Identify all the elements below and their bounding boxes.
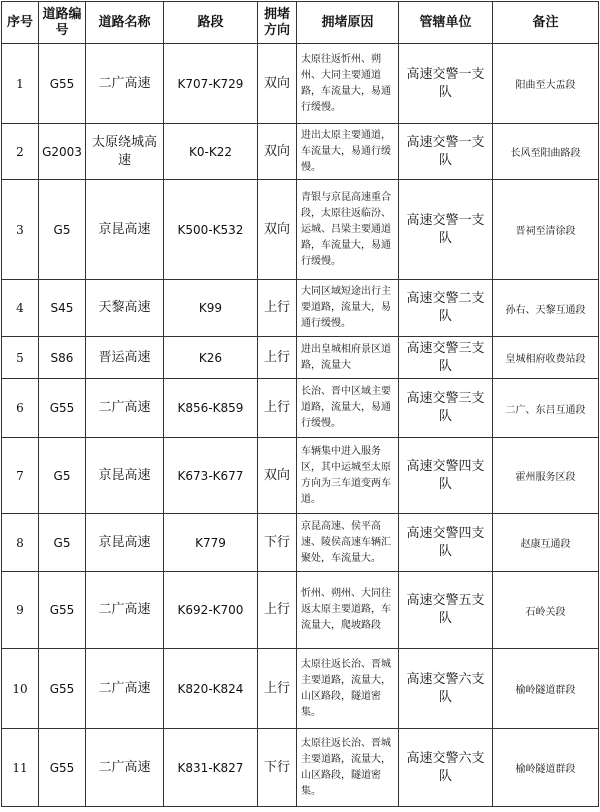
header-segment: 路段 bbox=[164, 2, 258, 44]
road-name-cell: 二广高速 bbox=[86, 729, 164, 807]
congestion-table bbox=[1, 1, 599, 807]
header-no: 序号 bbox=[2, 2, 39, 44]
row-number-cell: 11 bbox=[2, 729, 39, 807]
direction-cell: 双向 bbox=[258, 44, 297, 124]
table-row bbox=[2, 572, 599, 649]
direction-cell: 双向 bbox=[258, 438, 297, 514]
segment-cell: K500-K532 bbox=[164, 180, 258, 280]
remark-cell: 孙右、天黎互通段 bbox=[493, 280, 599, 337]
congestion-reason-cell: 大同区域短途出行主要道路，流量大，易通行缓慢。 bbox=[297, 280, 399, 337]
remark-cell: 赵康互通段 bbox=[493, 514, 599, 572]
remark-cell: 榆岭隧道群段 bbox=[493, 649, 599, 729]
header-note: 备注 bbox=[493, 2, 599, 44]
road-code-cell: G2003 bbox=[39, 124, 86, 180]
road-code-cell: G55 bbox=[39, 379, 86, 438]
congestion-reason-cell: 太原往返长治、晋城主要道路，流量大，山区路段，隧道密集。 bbox=[297, 649, 399, 729]
header-reason: 拥堵原因 bbox=[297, 2, 399, 44]
row-number-cell: 7 bbox=[2, 438, 39, 514]
header-direction: 拥堵方向 bbox=[258, 2, 297, 44]
header-row bbox=[2, 2, 599, 44]
segment-cell: K26 bbox=[164, 337, 258, 379]
congestion-reason-cell: 太原往返长治、晋城主要道路，流量大，山区路段，隧道密集。 bbox=[297, 729, 399, 807]
segment-cell: K0-K22 bbox=[164, 124, 258, 180]
road-code-cell: G55 bbox=[39, 729, 86, 807]
road-name-cell: 二广高速 bbox=[86, 44, 164, 124]
jurisdiction-unit-cell: 高速交警三支队 bbox=[399, 379, 493, 438]
congestion-reason-cell: 进出太原主要通道，车流量大，易通行缓慢。 bbox=[297, 124, 399, 180]
row-number-cell: 2 bbox=[2, 124, 39, 180]
road-code-cell: G5 bbox=[39, 180, 86, 280]
congestion-reason-cell: 忻州、朔州、大同往返太原主要道路，车流量大，爬坡路段 bbox=[297, 572, 399, 649]
road-name-cell: 天黎高速 bbox=[86, 280, 164, 337]
direction-cell: 上行 bbox=[258, 379, 297, 438]
row-number-cell: 10 bbox=[2, 649, 39, 729]
remark-cell: 皇城相府收费站段 bbox=[493, 337, 599, 379]
congestion-reason-cell: 青银与京昆高速重合段，太原往返临汾、运城、吕梁主要通道路，车流量大，易通行缓慢。 bbox=[297, 180, 399, 280]
direction-cell: 上行 bbox=[258, 572, 297, 649]
congestion-reason-cell: 京昆高速、侯平高速、陵侯高速车辆汇聚处，车流量大。 bbox=[297, 514, 399, 572]
jurisdiction-unit-cell: 高速交警五支队 bbox=[399, 572, 493, 649]
remark-cell: 榆岭隧道群段 bbox=[493, 729, 599, 807]
remark-cell: 晋祠至清徐段 bbox=[493, 180, 599, 280]
segment-cell: K820-K824 bbox=[164, 649, 258, 729]
row-number-cell: 9 bbox=[2, 572, 39, 649]
segment-cell: K856-K859 bbox=[164, 379, 258, 438]
segment-cell: K692-K700 bbox=[164, 572, 258, 649]
header-road-name: 道路名称 bbox=[86, 2, 164, 44]
road-code-cell: G5 bbox=[39, 514, 86, 572]
direction-cell: 下行 bbox=[258, 729, 297, 807]
road-code-cell: S86 bbox=[39, 337, 86, 379]
table-body bbox=[2, 44, 599, 807]
segment-cell: K99 bbox=[164, 280, 258, 337]
segment-cell: K673-K677 bbox=[164, 438, 258, 514]
remark-cell: 阳曲至大盂段 bbox=[493, 44, 599, 124]
direction-cell: 下行 bbox=[258, 514, 297, 572]
road-name-cell: 太原绕城高速 bbox=[86, 124, 164, 180]
congestion-reason-cell: 太原往返忻州、朔州、大同主要通道路，车流量大，易通行缓慢。 bbox=[297, 44, 399, 124]
row-number-cell: 4 bbox=[2, 280, 39, 337]
road-code-cell: S45 bbox=[39, 280, 86, 337]
road-code-cell: G55 bbox=[39, 649, 86, 729]
jurisdiction-unit-cell: 高速交警六支队 bbox=[399, 729, 493, 807]
direction-cell: 上行 bbox=[258, 649, 297, 729]
jurisdiction-unit-cell: 高速交警四支队 bbox=[399, 438, 493, 514]
remark-cell: 二广、东吕互通段 bbox=[493, 379, 599, 438]
road-name-cell: 京昆高速 bbox=[86, 514, 164, 572]
jurisdiction-unit-cell: 高速交警四支队 bbox=[399, 514, 493, 572]
road-name-cell: 京昆高速 bbox=[86, 438, 164, 514]
table-row bbox=[2, 379, 599, 438]
table-row bbox=[2, 337, 599, 379]
congestion-reason-cell: 车辆集中进入服务区，其中运城至太原方向为三车道变两车道。 bbox=[297, 438, 399, 514]
jurisdiction-unit-cell: 高速交警一支队 bbox=[399, 124, 493, 180]
direction-cell: 双向 bbox=[258, 124, 297, 180]
table-row bbox=[2, 514, 599, 572]
segment-cell: K779 bbox=[164, 514, 258, 572]
direction-cell: 上行 bbox=[258, 337, 297, 379]
road-name-cell: 京昆高速 bbox=[86, 180, 164, 280]
row-number-cell: 8 bbox=[2, 514, 39, 572]
road-code-cell: G55 bbox=[39, 572, 86, 649]
header-road-code: 道路编号 bbox=[39, 2, 86, 44]
road-code-cell: G5 bbox=[39, 438, 86, 514]
table-row bbox=[2, 280, 599, 337]
header-unit: 管辖单位 bbox=[399, 2, 493, 44]
road-name-cell: 二广高速 bbox=[86, 649, 164, 729]
table-row bbox=[2, 44, 599, 124]
row-number-cell: 1 bbox=[2, 44, 39, 124]
direction-cell: 双向 bbox=[258, 180, 297, 280]
road-name-cell: 晋运高速 bbox=[86, 337, 164, 379]
table-row bbox=[2, 438, 599, 514]
remark-cell: 霍州服务区段 bbox=[493, 438, 599, 514]
direction-cell: 上行 bbox=[258, 280, 297, 337]
remark-cell: 长风至阳曲路段 bbox=[493, 124, 599, 180]
road-name-cell: 二广高速 bbox=[86, 379, 164, 438]
row-number-cell: 5 bbox=[2, 337, 39, 379]
jurisdiction-unit-cell: 高速交警三支队 bbox=[399, 337, 493, 379]
table-row bbox=[2, 124, 599, 180]
congestion-reason-cell: 进出皇城相府景区道路，流量大 bbox=[297, 337, 399, 379]
jurisdiction-unit-cell: 高速交警一支队 bbox=[399, 44, 493, 124]
jurisdiction-unit-cell: 高速交警二支队 bbox=[399, 280, 493, 337]
row-number-cell: 6 bbox=[2, 379, 39, 438]
road-name-cell: 二广高速 bbox=[86, 572, 164, 649]
table-row bbox=[2, 649, 599, 729]
remark-cell: 石岭关段 bbox=[493, 572, 599, 649]
road-code-cell: G55 bbox=[39, 44, 86, 124]
segment-cell: K831-K827 bbox=[164, 729, 258, 807]
jurisdiction-unit-cell: 高速交警一支队 bbox=[399, 180, 493, 280]
congestion-reason-cell: 长治、晋中区域主要道路，流量大，易通行缓慢。 bbox=[297, 379, 399, 438]
table-row bbox=[2, 180, 599, 280]
segment-cell: K707-K729 bbox=[164, 44, 258, 124]
row-number-cell: 3 bbox=[2, 180, 39, 280]
jurisdiction-unit-cell: 高速交警六支队 bbox=[399, 649, 493, 729]
table-row bbox=[2, 729, 599, 807]
